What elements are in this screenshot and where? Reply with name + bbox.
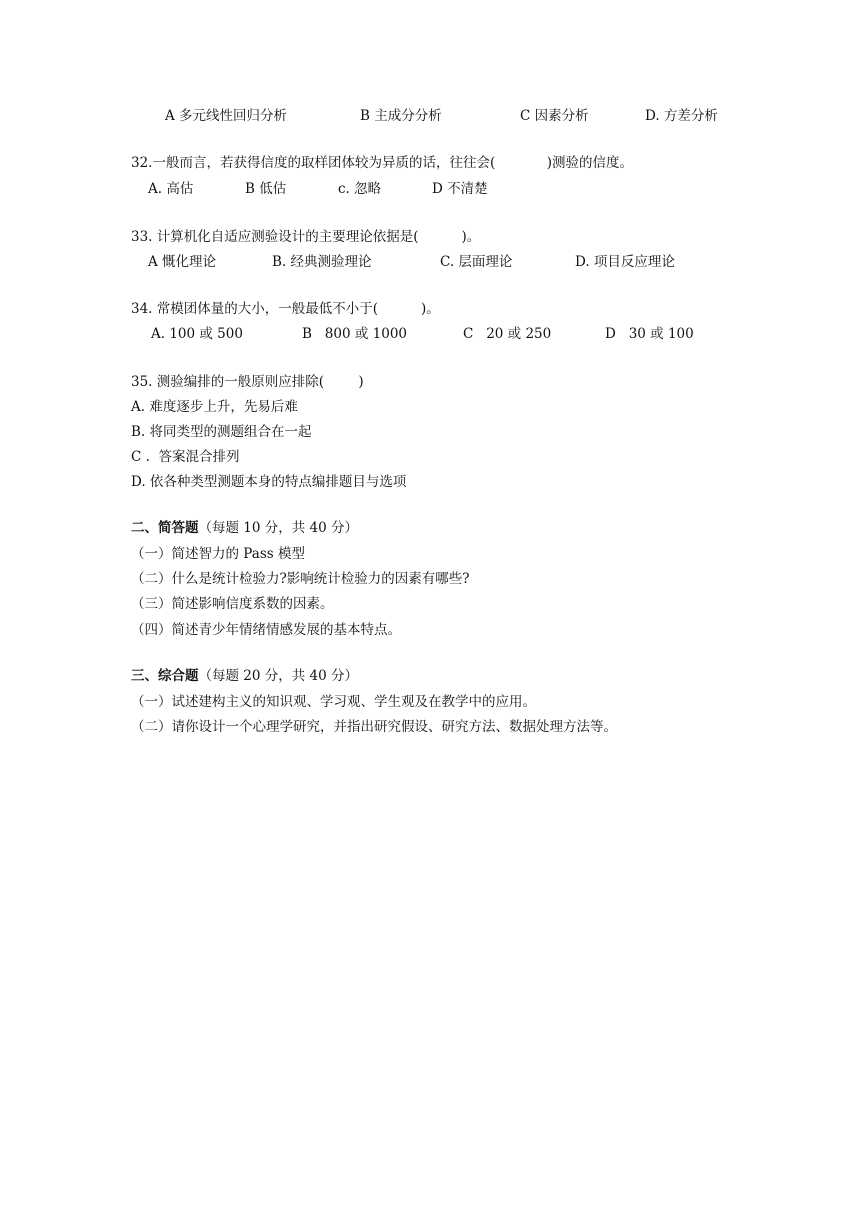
q31-option-a: A 多元线性回归分析 [165,108,288,124]
q35-option-c: C . 答案混合排列 [131,449,240,465]
q35-option-b: B. 将同类型的测题组合在一起 [131,424,312,440]
q32-option-c: c. 忽略 [338,181,382,197]
q32-option-d: D 不清楚 [432,181,488,197]
q31-option-c: C 因素分析 [520,108,589,124]
q33-option-d: D. 项目反应理论 [575,254,675,270]
section3-header [131,670,358,684]
q34-option-b: B 800 或 1000 [302,326,408,342]
q32-option-a: A. 高估 [148,181,194,197]
section2-item-2: （二）什么是统计检验力?影响统计检验力的因素有哪些? [131,571,470,587]
q34-stem: 34. 常模团体量的大小，一般最低不小于( )。 [131,301,440,317]
q34-option-a: A. 100 或 500 [151,326,243,342]
section2-heading: 二、简答题 [131,520,199,536]
q34-option-c: C 20 或 250 [463,326,552,342]
section2-header [131,522,358,536]
section3-item-1: （一）试述建构主义的知识观、学习观、学生观及在教学中的应用。 [131,694,536,710]
q33-option-b: B. 经典测验理论 [272,254,372,270]
section2-item-1: （一）简述智力的 Pass 模型 [131,546,305,562]
q33-option-a: A 慨化理论 [148,254,217,270]
section2-note: （每题 10 分，共 40 分） [198,520,359,536]
section3-note: （每题 20 分，共 40 分） [198,668,359,684]
section3-item-2: （二）请你设计一个心理学研究，并指出研究假设、研究方法、数据处理方法等。 [131,719,617,735]
q35-option-a: A. 难度逐步上升，先易后难 [131,399,298,415]
q35-option-d: D. 依各种类型测题本身的特点编排题目与选项 [131,474,407,490]
q33-stem: 33. 计算机化自适应测验设计的主要理论依据是( )。 [131,229,481,245]
q32-stem: 32.一般而言，若获得信度的取样团体较为异质的话，往往会( )测验的信度。 [131,155,633,171]
section2-item-3: （三）简述影响信度系数的因素。 [131,596,334,612]
q32-option-b: B 低估 [245,181,287,197]
q33-option-c: C. 层面理论 [440,254,513,270]
q31-option-d: D. 方差分析 [645,108,718,124]
section2-item-4: （四）简述青少年情绪情感发展的基本特点。 [131,622,401,638]
q31-option-b: B 主成分分析 [360,108,442,124]
q34-option-d: D 30 或 100 [605,326,694,342]
q35-stem: 35. 测验编排的一般原则应排除( ) [131,374,364,390]
section3-heading: 三、综合题 [131,668,199,684]
